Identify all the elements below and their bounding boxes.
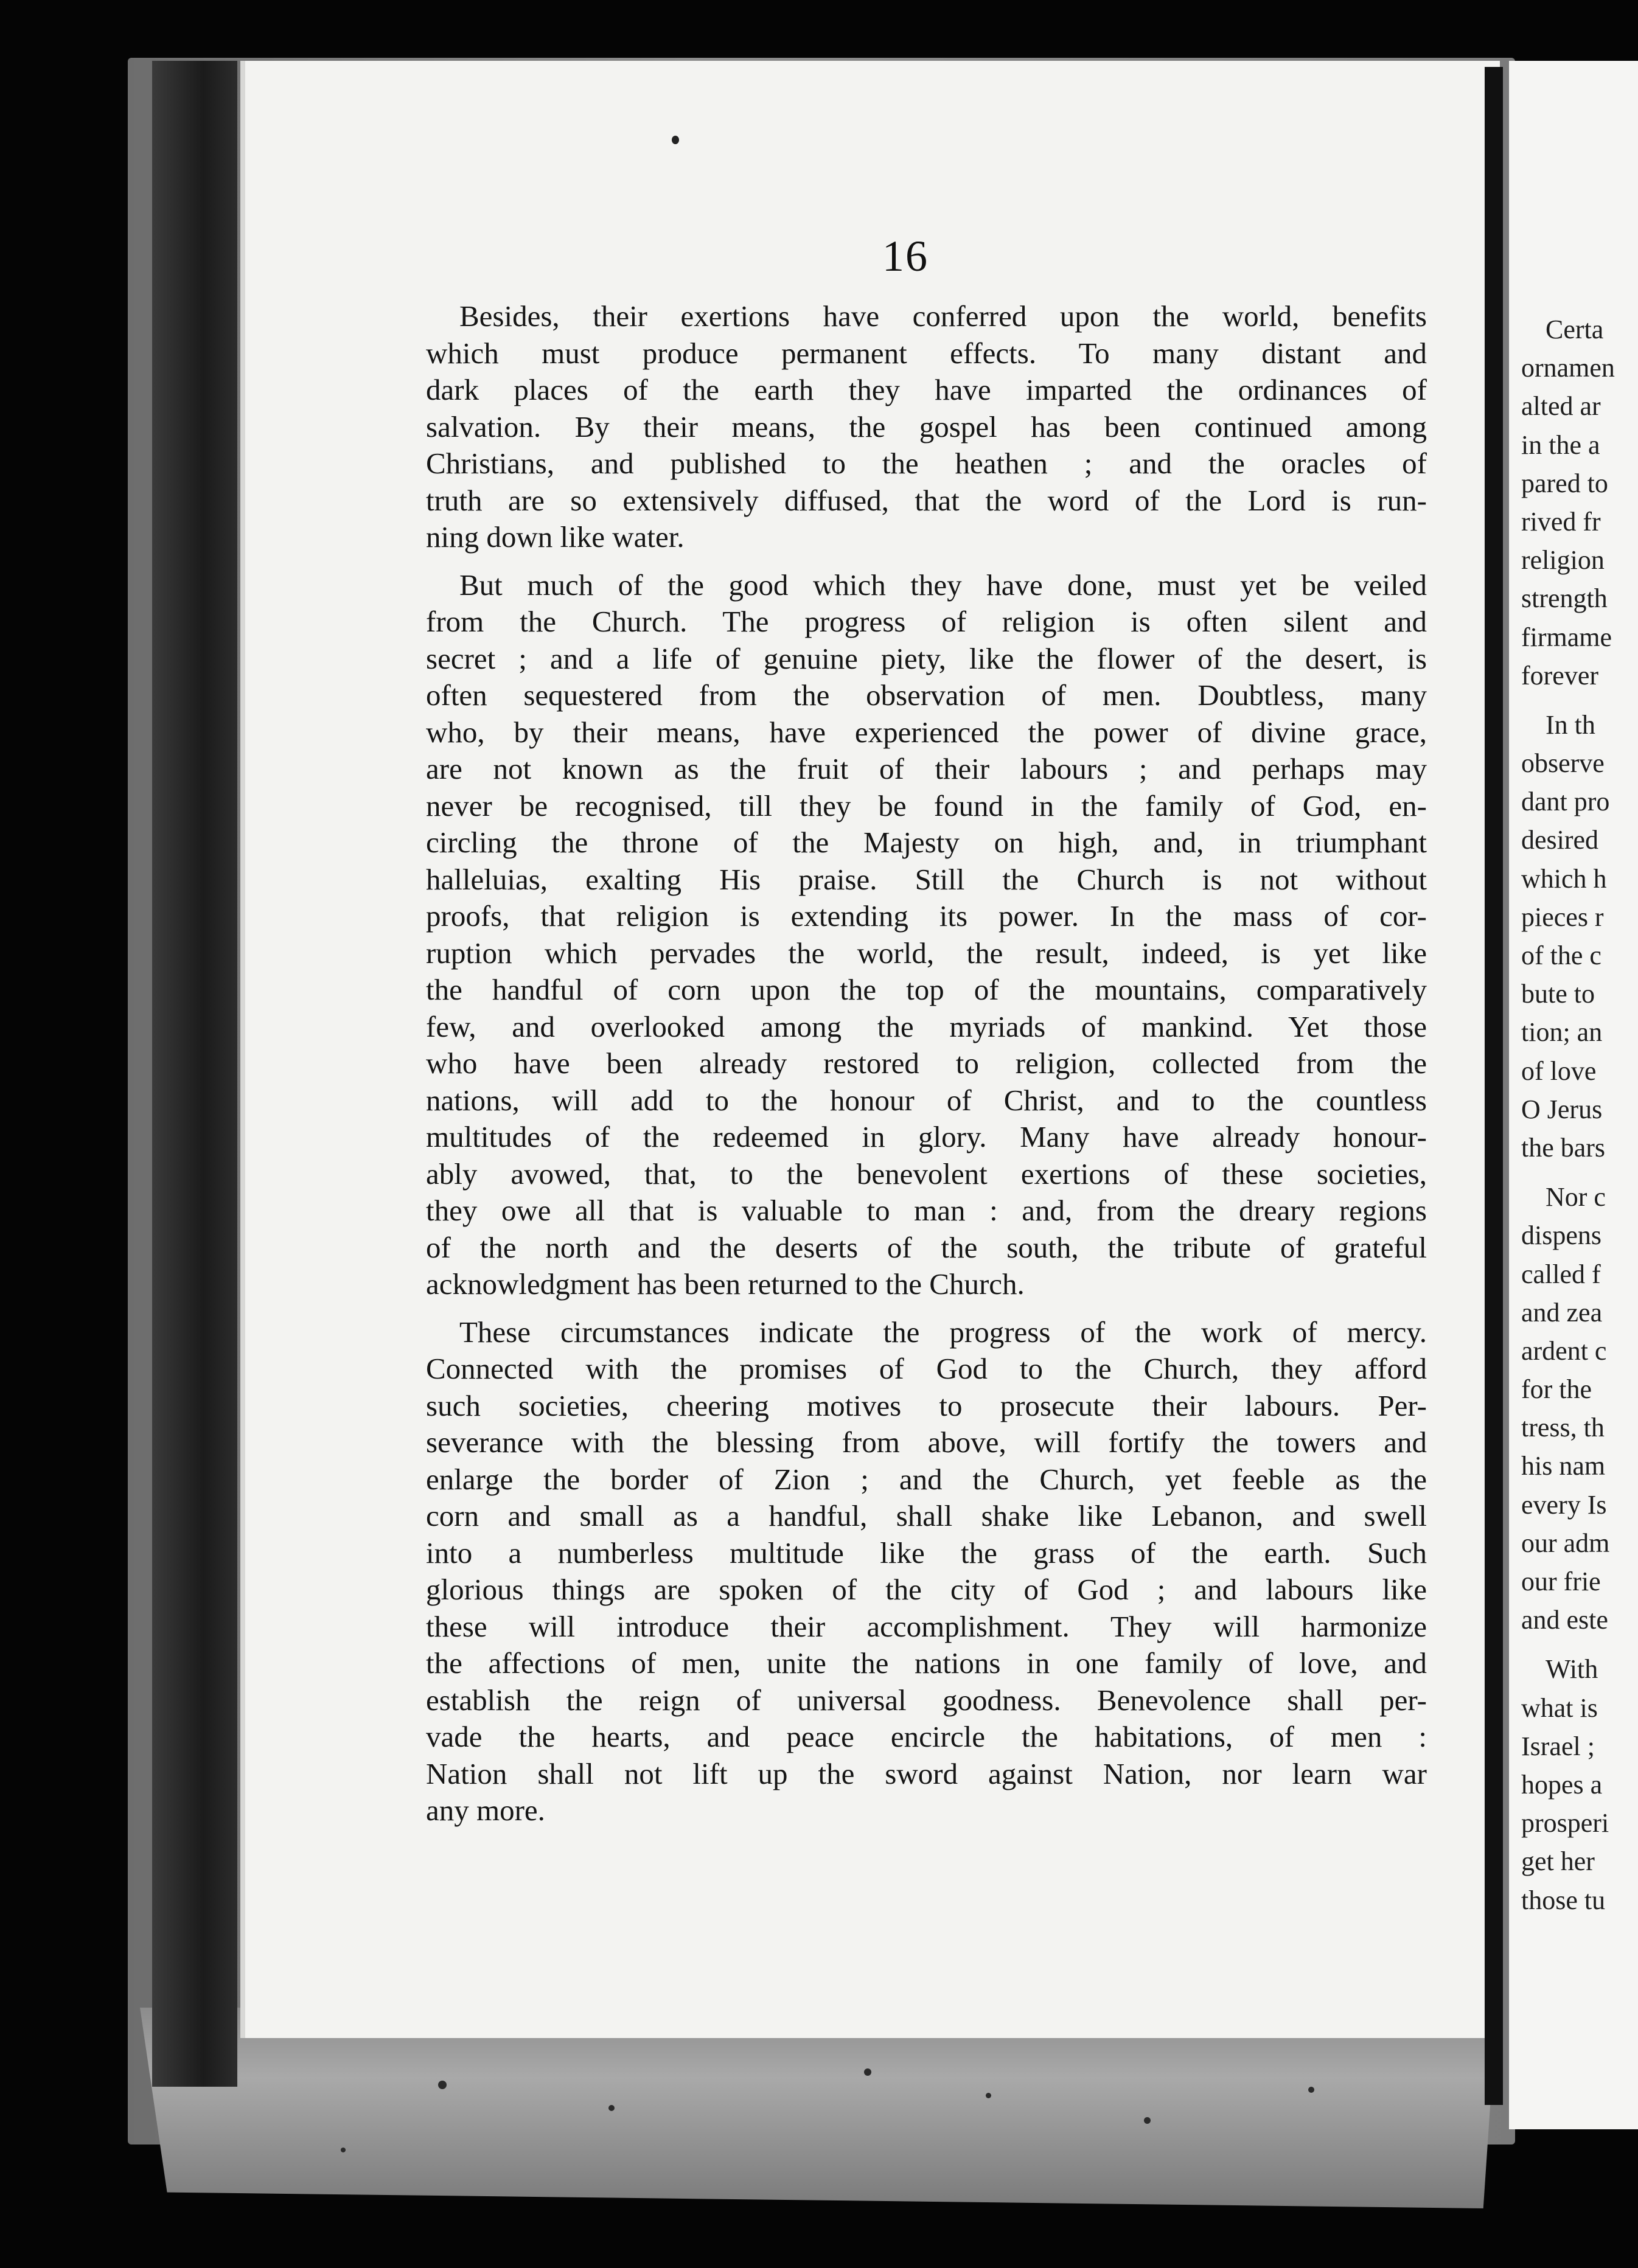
facing-page-line: Israel ; bbox=[1521, 1731, 1595, 1761]
facing-page-line: ornamen bbox=[1521, 353, 1615, 383]
text-line: dark places of the earth they have imparted the ordinances of bbox=[426, 373, 1427, 406]
facing-page-line: religion bbox=[1521, 545, 1605, 576]
facing-page-line: pared to bbox=[1521, 468, 1608, 498]
facing-page-line: his nam bbox=[1521, 1451, 1606, 1481]
text-line: vade the hearts, and peace encircle the habitations, of men : bbox=[426, 1720, 1427, 1753]
facing-page-line: Certa bbox=[1546, 315, 1604, 344]
text-line: glorious things are spoken of the city of God ; and labours like bbox=[426, 1573, 1427, 1606]
text-line: secret ; and a life of genuine piety, like the flower of the desert, is bbox=[426, 641, 1427, 675]
page-gutter bbox=[1485, 67, 1503, 2105]
facing-page-line: Nor c bbox=[1546, 1182, 1606, 1212]
facing-page-line: and este bbox=[1521, 1605, 1608, 1635]
facing-page-line: in the a bbox=[1521, 430, 1600, 460]
facing-page-line: pieces r bbox=[1521, 902, 1604, 932]
text-line: ning down like water. bbox=[426, 520, 685, 554]
text-line: who, by their means, have experienced the power of divine grace, bbox=[426, 715, 1427, 749]
paragraph bbox=[426, 298, 1427, 556]
text-line: ruption which pervades the world, the result, indeed, is yet like bbox=[426, 936, 1427, 970]
facing-page-line: tion; an bbox=[1521, 1017, 1603, 1048]
foxing-speck bbox=[341, 2148, 346, 2152]
text-line: salvation. By their means, the gospel has been continued among bbox=[426, 409, 1427, 444]
facing-page-line: desired bbox=[1521, 825, 1599, 855]
text-line: these will introduce their accomplishment. They will harmonize bbox=[426, 1609, 1427, 1643]
book-spine-shadow bbox=[152, 61, 237, 2087]
facing-page-line: called f bbox=[1521, 1259, 1601, 1289]
text-line: severance with the blessing from above, will fortify the towers and bbox=[426, 1425, 1427, 1459]
paragraph bbox=[426, 567, 1427, 1303]
facing-page-line: dant pro bbox=[1521, 787, 1610, 817]
facing-page-line: for the bbox=[1521, 1374, 1592, 1405]
facing-page-line: forever bbox=[1521, 660, 1599, 690]
text-line: truth are so extensively diffused, that the word of the Lord is run- bbox=[426, 483, 1427, 517]
facing-page-line: rived fr bbox=[1521, 506, 1601, 537]
text-line: Christians, and published to the heathen ; and the oracles of bbox=[426, 447, 1427, 480]
text-line: halleluias, exalting His praise. Still the Church is not without bbox=[426, 862, 1427, 896]
text-line: few, and overlooked among the myriads of mankind. Yet those bbox=[426, 1009, 1427, 1043]
facing-page-line: In th bbox=[1546, 709, 1595, 740]
facing-page-line: our frie bbox=[1521, 1567, 1601, 1596]
text-line: never be recognised, till they be found in the family of God, en- bbox=[426, 788, 1427, 823]
text-line: But much of the good which they have done, must yet be veiled bbox=[459, 568, 1427, 602]
facing-page-line: those tu bbox=[1521, 1885, 1606, 1915]
text-line: proofs, that religion is extending its power. In the mass of cor- bbox=[426, 899, 1427, 933]
foxing-speck bbox=[608, 2105, 615, 2111]
facing-page-line: dispens bbox=[1521, 1220, 1601, 1251]
text-line: into a numberless multitude like the grass of the earth. Such bbox=[426, 1536, 1427, 1570]
text-line: the affections of men, unite the nations in one family of love, and bbox=[426, 1646, 1427, 1680]
text-line: nations, will add to the honour of Christ, and to the countless bbox=[426, 1083, 1427, 1117]
facing-page-line: of love bbox=[1521, 1056, 1597, 1086]
ink-speck bbox=[672, 136, 679, 144]
facing-page-line: what is bbox=[1521, 1692, 1598, 1723]
text-line: the handful of corn upon the top of the mountains, comparatively bbox=[426, 973, 1427, 1006]
paragraph bbox=[426, 1314, 1427, 1829]
facing-page-line: observe bbox=[1521, 748, 1605, 779]
facing-page-line: of the c bbox=[1521, 941, 1601, 970]
facing-page-line: hopes a bbox=[1521, 1769, 1603, 1800]
text-line: are not known as the fruit of their labours ; and perhaps may bbox=[426, 752, 1427, 785]
facing-page-line: get her bbox=[1521, 1846, 1595, 1877]
facing-page-text bbox=[1521, 310, 1638, 1919]
text-line: multitudes of the redeemed in glory. Many have already honour- bbox=[426, 1120, 1427, 1153]
facing-page-line: prosperi bbox=[1521, 1808, 1609, 1838]
text-line: circling the throne of the Majesty on high, and, in triumphant bbox=[426, 826, 1427, 859]
foxing-speck bbox=[986, 2093, 991, 2098]
text-line: Besides, their exertions have conferred upon the world, benefits bbox=[459, 299, 1427, 333]
facing-page-line: the bars bbox=[1521, 1132, 1606, 1163]
text-line: corn and small as a handful, shall shake like Lebanon, and swell bbox=[426, 1499, 1427, 1532]
text-line: Nation shall not lift up the sword against Nation, nor learn war bbox=[426, 1756, 1427, 1790]
text-line: enlarge the border of Zion ; and the Church, yet feeble as the bbox=[426, 1462, 1427, 1496]
facing-page-line: tress, th bbox=[1521, 1413, 1605, 1443]
text-line: they owe all that is valuable to man : and, from the dreary regions bbox=[426, 1194, 1427, 1227]
text-line: any more. bbox=[426, 1793, 545, 1827]
text-line: such societies, cheering motives to prosecute their labours. Per- bbox=[426, 1388, 1427, 1422]
foxing-speck bbox=[864, 2068, 871, 2076]
text-line: who have been already restored to religion, collected from the bbox=[426, 1046, 1427, 1080]
facing-page-line: bute to bbox=[1521, 979, 1595, 1009]
text-line: These circumstances indicate the progress of the work of mercy. bbox=[459, 1315, 1427, 1349]
text-line: acknowledgment has been returned to the Church. bbox=[426, 1267, 1025, 1301]
page-body-text bbox=[426, 298, 1427, 1829]
facing-page-line: our adm bbox=[1521, 1528, 1610, 1558]
text-line: ably avowed, that, to the benevolent exertions of these societies, bbox=[426, 1157, 1427, 1191]
facing-page-line: and zea bbox=[1521, 1297, 1603, 1327]
facing-page-line: firmame bbox=[1521, 622, 1612, 652]
text-line: from the Church. The progress of religion is often silent and bbox=[426, 605, 1427, 638]
page-number: 16 bbox=[882, 232, 929, 280]
facing-page-line: every Is bbox=[1521, 1489, 1607, 1520]
facing-page-line: which h bbox=[1521, 863, 1607, 894]
foxing-speck bbox=[1308, 2087, 1314, 2093]
facing-page-line: O Jerus bbox=[1521, 1094, 1603, 1124]
foxing-speck bbox=[1144, 2117, 1151, 2124]
facing-page-line: ardent c bbox=[1521, 1335, 1607, 1366]
text-line: Connected with the promises of God to the Church, they afford bbox=[426, 1352, 1427, 1385]
text-line: establish the reign of universal goodness. Benevolence shall per- bbox=[426, 1683, 1427, 1717]
foxing-speck bbox=[438, 2081, 447, 2089]
text-line: often sequestered from the observation of men. Doubtless, many bbox=[426, 678, 1427, 712]
facing-page-line: strength bbox=[1521, 583, 1608, 614]
facing-page-line: alted ar bbox=[1521, 391, 1601, 422]
facing-page-line: With bbox=[1546, 1654, 1598, 1685]
facing-page bbox=[1509, 61, 1638, 2129]
text-line: which must produce permanent effects. To many distant and bbox=[426, 336, 1427, 370]
text-line: of the north and the deserts of the south, the tribute of grateful bbox=[426, 1230, 1427, 1264]
